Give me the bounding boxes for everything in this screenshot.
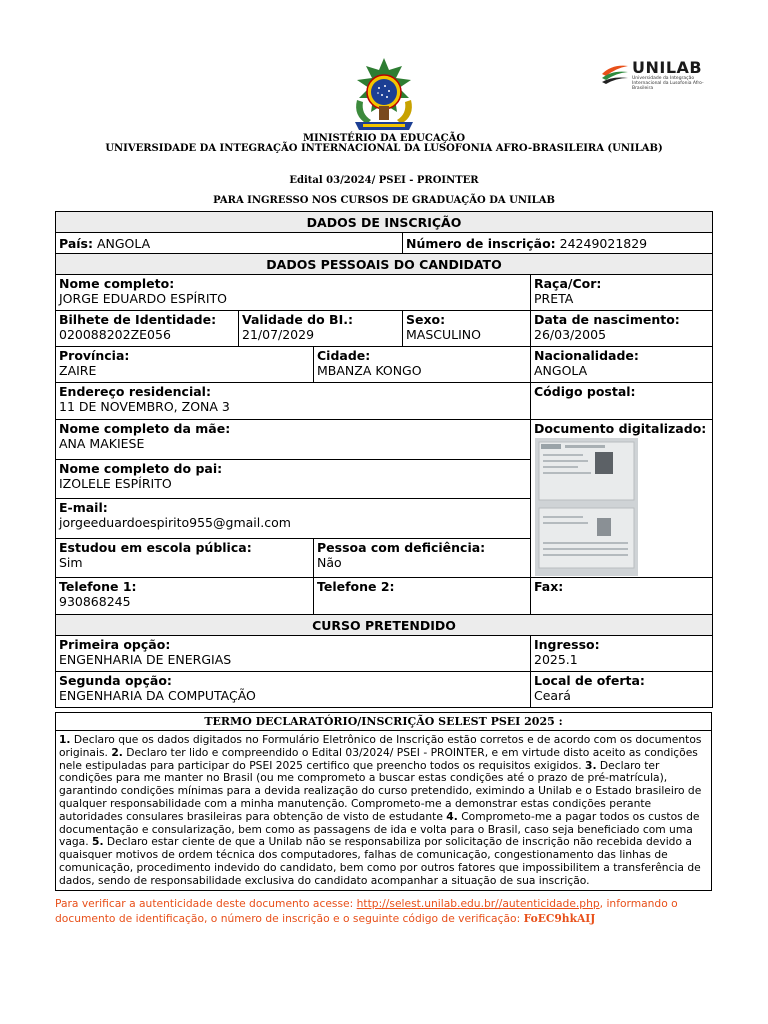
pai-label: Nome completo do pai: <box>59 460 223 476</box>
validade-value: 21/07/2029 <box>242 327 315 342</box>
provincia-label: Província: <box>59 348 130 363</box>
university-title: UNIVERSIDADE DA INTEGRAÇÃO INTERNACIONAL DA LUSOFONIA AFRO-BRASILEIRA (UNILAB) <box>105 143 663 154</box>
nascimento-cell <box>531 311 713 347</box>
raca-value: PRETA <box>534 291 574 306</box>
section-dados-inscricao: DADOS DE INSCRIÇÃO <box>56 212 713 233</box>
cidade-value: MBANZA KONGO <box>317 363 422 378</box>
id-card-scan-icon <box>535 438 638 576</box>
edital-title: Edital 03/2024/ PSEI - PROINTER <box>289 175 479 186</box>
deficiencia-cell <box>314 538 531 578</box>
mae-label: Nome completo da mãe: <box>59 421 231 436</box>
sexo-cell <box>403 311 531 347</box>
pai-cell <box>56 459 531 499</box>
deficiencia-label: Pessoa com deficiência: <box>317 539 486 555</box>
email-label: E-mail: <box>59 500 108 515</box>
unilab-logo <box>600 58 715 90</box>
numero-inscricao-value: 24249021829 <box>559 235 648 251</box>
postal-label: Código postal: <box>534 384 636 399</box>
termo-item-4-num: 4. <box>446 809 458 823</box>
tel1-value: 930868245 <box>59 594 131 609</box>
segunda-opcao-label: Segunda opção: <box>59 673 172 688</box>
termo-body <box>56 731 711 890</box>
verification-note <box>55 896 715 926</box>
raca-label: Raça/Cor: <box>534 276 602 291</box>
validade-cell <box>239 311 403 347</box>
provincia-cell <box>56 347 314 383</box>
brazil-coat-of-arms-icon <box>349 56 419 134</box>
bi-cell <box>56 311 239 347</box>
termo-item-5-text: Declaro estar ciente de que a Unilab não se responsabiliza por solicitação de inscrição não recebida devido a quaisquer motivos de ordem técnica dos computadores, falhas de comunicação, congestionamento das linhas de comunicação, procedimento indevido do candidato, bem como por outros fatores que impossibilitem a transferência de dados, sendo de responsabilidade exclusiva do candidato acompanhar a situação de sua inscrição. <box>59 835 701 887</box>
nome-label: Nome completo: <box>59 276 175 291</box>
mae-value: ANA MAKIESE <box>59 436 145 451</box>
bi-value: 020088202ZE056 <box>59 327 171 342</box>
endereco-cell <box>56 383 531 420</box>
termo-item-2-text: Declaro ter lido e compreendido o Edital 03/2024/ PSEI - PROINTER, e em virtude disto aceito as condições nele estipuladas para participar do PSEI 2025 certifico que preencho todos os requisitos exigidos. <box>59 745 698 772</box>
local-oferta-label: Local de oferta: <box>534 673 645 688</box>
verify-prefix: Para verificar a autenticidade deste documento acesse: <box>55 897 357 910</box>
cidade-label: Cidade: <box>317 348 371 363</box>
nome-cell <box>56 275 531 311</box>
nacionalidade-cell <box>531 347 713 383</box>
ingresso-cell <box>531 636 713 672</box>
termo-item-4-text: Comprometo-me a pagar todos os custos de documentação e consularização, bem como as passagens de ida e volta para o Brasil, caso seja beneficiado com uma vaga. <box>59 809 700 849</box>
tel2-cell <box>314 578 531 615</box>
provincia-value: ZAIRE <box>59 363 97 378</box>
validade-label: Validade do BI.: <box>242 312 353 327</box>
documento-cell <box>531 420 713 578</box>
numero-inscricao-cell <box>403 233 713 254</box>
termo-item-2-num: 2. <box>111 745 123 759</box>
termo-item-1-text: Declaro que os dados digitados no Formulário Eletrônico de Inscrição estão corretos e de acordo com os documentos originais. <box>59 733 702 759</box>
escola-cell <box>56 538 314 578</box>
section-curso-pretendido: CURSO PRETENDIDO <box>56 615 713 636</box>
endereco-label: Endereço residencial: <box>59 384 211 399</box>
nacionalidade-value: ANGOLA <box>534 363 588 378</box>
termo-item-1-num: 1. <box>59 733 71 746</box>
endereco-value: 11 DE NOVEMBRO, ZONA 3 <box>59 399 230 414</box>
section-dados-pessoais: DADOS PESSOAIS DO CANDIDATO <box>56 254 713 275</box>
cidade-cell <box>314 347 531 383</box>
documento-scan-image <box>535 438 638 576</box>
sexo-value: MASCULINO <box>406 327 481 342</box>
inscription-form-table <box>55 211 713 708</box>
segunda-opcao-cell <box>56 672 531 708</box>
termo-item-3-num: 3. <box>585 758 597 772</box>
numero-inscricao-label: Número de inscrição: <box>406 235 556 251</box>
pais-label: País: <box>59 235 93 251</box>
sexo-label: Sexo: <box>406 312 446 327</box>
primeira-opcao-cell <box>56 636 531 672</box>
bi-label: Bilhete de Identidade: <box>59 312 217 327</box>
tel2-label: Telefone 2: <box>317 579 395 594</box>
termo-title: TERMO DECLARATÓRIO/INSCRIÇÃO SELEST PSEI 2025 : <box>56 713 711 731</box>
ingresso-value: 2025.1 <box>534 652 578 667</box>
tel1-label: Telefone 1: <box>59 579 137 594</box>
termo-item-5-num: 5. <box>92 835 104 849</box>
nascimento-label: Data de nascimento: <box>534 312 680 327</box>
primeira-opcao-value: ENGENHARIA DE ENERGIAS <box>59 652 232 667</box>
pais-cell <box>56 233 403 254</box>
ingresso-label: Ingresso: <box>534 637 600 652</box>
mae-cell <box>56 420 531 460</box>
authenticity-link[interactable]: http://selest.unilab.edu.br//autenticidade.php <box>356 897 600 910</box>
ministry-title: MINISTÉRIO DA EDUCAÇÃO <box>302 133 466 144</box>
pai-value: IZOLELE ESPÍRITO <box>59 475 172 491</box>
pais-value: ANGOLA <box>96 235 151 251</box>
tel1-cell <box>56 578 314 615</box>
unilab-logo-subtitle: Universidade da Integração Internacional da Lusofonia Afro-Brasileira <box>632 76 704 91</box>
purpose-title: PARA INGRESSO NOS CURSOS DE GRADUAÇÃO DA UNILAB <box>213 195 555 206</box>
local-oferta-value: Ceará <box>534 688 571 703</box>
fax-cell <box>531 578 713 615</box>
segunda-opcao-value: ENGENHARIA DA COMPUTAÇÃO <box>59 688 256 703</box>
nacionalidade-label: Nacionalidade: <box>534 348 639 363</box>
termo-declaratorio <box>55 712 712 891</box>
verification-code: FoEC9hkAIJ <box>523 912 596 925</box>
escola-label: Estudou em escola pública: <box>59 539 252 555</box>
nascimento-value: 26/03/2005 <box>534 327 607 342</box>
fax-label: Fax: <box>534 579 564 594</box>
termo-item-3-text: Declaro ter condições para me manter no Brasil (ou me comprometo a buscar estas condições até o prazo de pré-matrícula), garantindo condições mínimas para a devida realização do curso pretendido, eximindo a Unilab e o Estado brasileiro de qualquer responsabilidade com a minha manutenção. Comprometo-me a demonstrar estas condições perante autoridades consulares brasileiras para obtenção de visto de estudante <box>59 758 702 823</box>
raca-cell <box>531 275 713 311</box>
local-oferta-cell <box>531 672 713 708</box>
verify-middle: , informando o documento de identificação, o número de inscrição e o seguinte código de verificação: <box>55 897 678 925</box>
email-cell <box>56 499 531 539</box>
deficiencia-value: Não <box>317 554 342 570</box>
primeira-opcao-label: Primeira opção: <box>59 637 171 652</box>
unilab-mark-icon <box>600 60 630 86</box>
email-value: jorgeeduardoespirito955@gmail.com <box>59 515 291 530</box>
documento-label: Documento digitalizado: <box>534 421 707 436</box>
escola-value: Sim <box>59 554 83 570</box>
unilab-logo-name: UNILAB <box>632 58 703 77</box>
postal-cell <box>531 383 713 420</box>
nome-value: JORGE EDUARDO ESPÍRITO <box>59 291 228 306</box>
